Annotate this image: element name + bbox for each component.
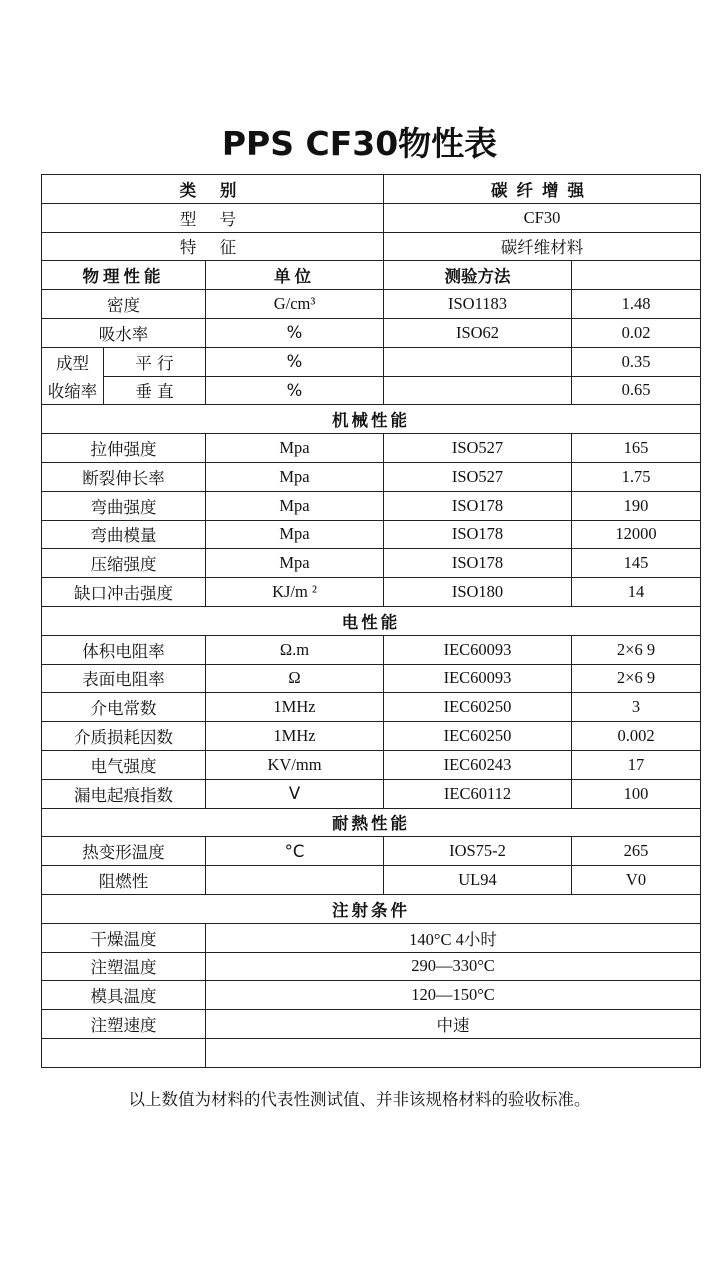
property-name: 断裂伸长率 <box>42 462 206 491</box>
table-row <box>42 347 701 376</box>
property-value: 14 <box>572 578 701 607</box>
property-method: ISO1183 <box>384 290 572 319</box>
table-row <box>42 318 701 347</box>
property-name: 表面电阻率 <box>42 664 206 693</box>
table-row <box>42 981 701 1010</box>
empty-cell <box>42 1038 206 1067</box>
property-value: 190 <box>572 491 701 520</box>
category-value: 碳纤增强 <box>384 175 701 204</box>
property-method: ISO178 <box>384 549 572 578</box>
table-row <box>42 520 701 549</box>
property-value: 0.65 <box>572 376 701 405</box>
property-unit: °C <box>206 837 384 866</box>
property-name: 体积电阻率 <box>42 635 206 664</box>
property-name: 介质损耗因数 <box>42 722 206 751</box>
model-row <box>42 203 701 232</box>
property-method: ISO178 <box>384 491 572 520</box>
property-value: 0.02 <box>572 318 701 347</box>
property-method: ISO178 <box>384 520 572 549</box>
property-method: IEC60250 <box>384 722 572 751</box>
property-unit: Mpa <box>206 462 384 491</box>
condition-value: 120—150°C <box>206 981 701 1010</box>
feature-row <box>42 232 701 261</box>
property-unit: KJ/m ² <box>206 578 384 607</box>
column-header-value <box>572 261 701 290</box>
shrinkage-label-top: 成型 <box>42 347 104 376</box>
table-row <box>42 434 701 463</box>
table-row <box>42 779 701 808</box>
table-row <box>42 549 701 578</box>
page-title: PPS CF30物性表 <box>221 124 498 163</box>
table-row <box>42 722 701 751</box>
table-row <box>42 923 701 952</box>
category-row <box>42 175 701 204</box>
property-name: 拉伸强度 <box>42 434 206 463</box>
property-unit: Ω.m <box>206 635 384 664</box>
shrinkage-label-bottom: 收缩率 <box>42 376 104 405</box>
column-header-method: 测验方法 <box>384 261 572 290</box>
property-unit: % <box>206 318 384 347</box>
condition-name: 干燥温度 <box>42 923 206 952</box>
feature-label: 特 征 <box>42 232 384 261</box>
property-value: 165 <box>572 434 701 463</box>
section-injection: 注射条件 <box>42 894 701 923</box>
property-name: 热变形温度 <box>42 837 206 866</box>
property-method: UL94 <box>384 866 572 895</box>
model-label: 型 号 <box>42 203 384 232</box>
condition-name: 注塑温度 <box>42 952 206 981</box>
property-name: 弯曲模量 <box>42 520 206 549</box>
property-method: ISO62 <box>384 318 572 347</box>
property-unit: Ω <box>206 664 384 693</box>
table-row <box>42 376 701 405</box>
property-unit: Mpa <box>206 491 384 520</box>
property-method: IEC60093 <box>384 635 572 664</box>
table-row <box>42 578 701 607</box>
property-unit: % <box>206 347 384 376</box>
property-name: 吸水率 <box>42 318 206 347</box>
table-row <box>42 1010 701 1039</box>
property-value: 2×6 9 <box>572 664 701 693</box>
section-row <box>42 808 701 837</box>
property-name: 介电常数 <box>42 693 206 722</box>
property-value: V0 <box>572 866 701 895</box>
section-mechanical: 机械性能 <box>42 405 701 434</box>
section-thermal: 耐熱性能 <box>42 808 701 837</box>
table-row <box>42 750 701 779</box>
property-method: IEC60093 <box>384 664 572 693</box>
property-value: 145 <box>572 549 701 578</box>
empty-row <box>42 1038 701 1067</box>
property-unit: Mpa <box>206 520 384 549</box>
section-electrical: 电性能 <box>42 606 701 635</box>
empty-cell <box>206 1038 701 1067</box>
property-unit: % <box>206 376 384 405</box>
property-name: 垂 直 <box>104 376 206 405</box>
property-value: 0.35 <box>572 347 701 376</box>
table-row <box>42 952 701 981</box>
property-unit: G/cm³ <box>206 290 384 319</box>
property-name: 缺口冲击强度 <box>42 578 206 607</box>
property-unit: KV/mm <box>206 750 384 779</box>
condition-name: 模具温度 <box>42 981 206 1010</box>
footer-note: 以上数值为材料的代表性测试值、并非该规格材料的验收标准。 <box>128 1090 591 1109</box>
property-value: 12000 <box>572 520 701 549</box>
section-row <box>42 894 701 923</box>
property-method: IEC60243 <box>384 750 572 779</box>
property-unit: Mpa <box>206 549 384 578</box>
property-name: 平 行 <box>104 347 206 376</box>
property-name: 弯曲强度 <box>42 491 206 520</box>
condition-name: 注塑速度 <box>42 1010 206 1039</box>
property-method: IOS75-2 <box>384 837 572 866</box>
property-method: ISO527 <box>384 462 572 491</box>
property-method <box>384 376 572 405</box>
property-unit: 1MHz <box>206 693 384 722</box>
property-method: IEC60250 <box>384 693 572 722</box>
model-value: CF30 <box>384 203 701 232</box>
property-unit <box>206 866 384 895</box>
property-value: 17 <box>572 750 701 779</box>
feature-value: 碳纤维材料 <box>384 232 701 261</box>
column-header-property: 物理性能 <box>42 261 206 290</box>
table-row <box>42 837 701 866</box>
property-value: 3 <box>572 693 701 722</box>
table-row <box>42 462 701 491</box>
table-row <box>42 664 701 693</box>
properties-table <box>41 174 701 1068</box>
property-method: ISO180 <box>384 578 572 607</box>
property-method: ISO527 <box>384 434 572 463</box>
property-name: 电气强度 <box>42 750 206 779</box>
section-row <box>42 405 701 434</box>
section-row <box>42 606 701 635</box>
property-name: 阻燃性 <box>42 866 206 895</box>
table-row <box>42 635 701 664</box>
property-unit: Mpa <box>206 434 384 463</box>
property-name: 压缩强度 <box>42 549 206 578</box>
column-header-row <box>42 261 701 290</box>
property-unit: V <box>206 779 384 808</box>
condition-value: 中速 <box>206 1010 701 1039</box>
condition-value: 290—330°C <box>206 952 701 981</box>
property-value: 265 <box>572 837 701 866</box>
column-header-unit: 单位 <box>206 261 384 290</box>
table-row <box>42 290 701 319</box>
table-row <box>42 693 701 722</box>
property-value: 1.75 <box>572 462 701 491</box>
property-value: 1.48 <box>572 290 701 319</box>
category-label: 类 别 <box>42 175 384 204</box>
property-unit: 1MHz <box>206 722 384 751</box>
property-method <box>384 347 572 376</box>
property-value: 2×6 9 <box>572 635 701 664</box>
property-method: IEC60112 <box>384 779 572 808</box>
property-name: 漏电起痕指数 <box>42 779 206 808</box>
condition-value: 140°C 4小时 <box>206 923 701 952</box>
table-row <box>42 866 701 895</box>
property-name: 密度 <box>42 290 206 319</box>
property-value: 100 <box>572 779 701 808</box>
property-value: 0.002 <box>572 722 701 751</box>
table-row <box>42 491 701 520</box>
